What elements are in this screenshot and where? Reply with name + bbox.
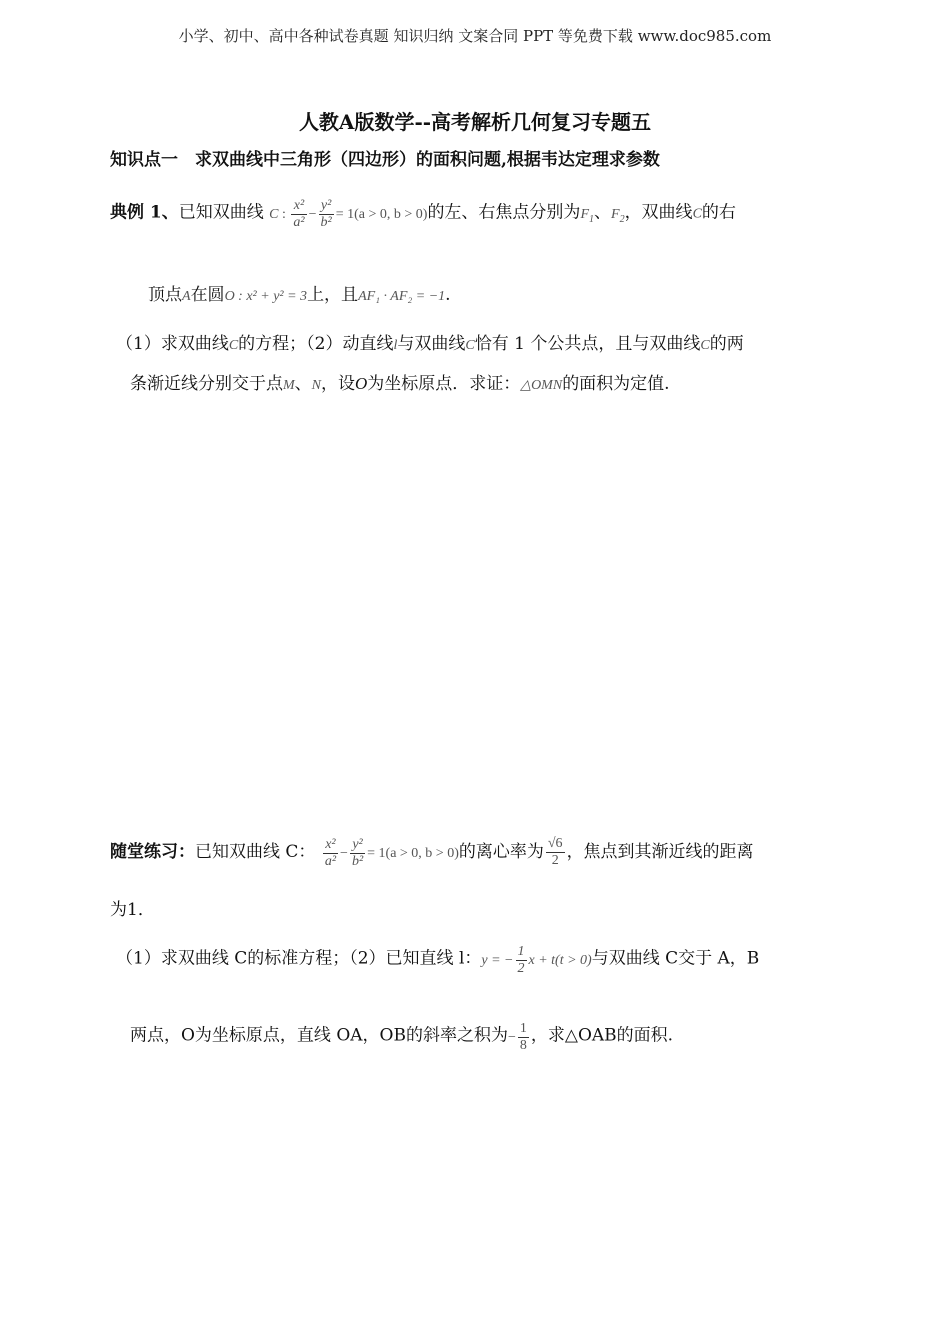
example-l2-b: 在圆: [190, 285, 225, 305]
hyperbola-eq: C : $\frac{\text{x²}}{\text{a²}}$ − $\frac{\text{y²}}{\text{b²}}$ = 1(a > 0, b > 0): [269, 198, 428, 230]
practice-question-2: [130, 1021, 673, 1054]
example-line-1: [110, 198, 736, 232]
q1-c2: C: [465, 338, 475, 353]
origin-o: O: [355, 374, 368, 393]
practice-hyperbola-eq: $\frac{\text{x²}}{\text{a²}}$ − $\frac{\text{y²}}{\text{b²}}$ = 1(a > 0, b > 0): [324, 837, 459, 870]
pq2-a: 两点，O为坐标原点，直线 OA，OB的斜率之积为: [130, 1025, 508, 1046]
page-title: 人教A版数学--高考解析几何复习专题五: [298, 110, 652, 134]
pq1-a: （1）求双曲线 C的标准方程；（2）已知直线 l：: [116, 948, 482, 969]
example-l2-c: 上，且: [307, 285, 359, 305]
triangle-omn: △OMN: [520, 378, 563, 393]
practice-line-1: [110, 836, 754, 870]
practice-text-a: 已知双曲线 C：: [195, 842, 316, 862]
pq2-b: ，求△OAB的面积.: [530, 1025, 674, 1046]
q1-a: （1）求双曲线: [116, 334, 229, 354]
example-l2-d: .: [445, 285, 451, 305]
q1-l: l: [393, 338, 398, 353]
q1-c: 与双曲线: [397, 334, 466, 354]
q2-b: 、: [294, 374, 312, 394]
slope-product: − $\frac{1}{8}$: [507, 1021, 527, 1053]
q2-d: 为坐标原点．求证：: [367, 374, 521, 394]
practice-label: 随堂练习：: [110, 842, 195, 862]
circle-eq: O : x² + y² = 3: [224, 289, 308, 304]
q2-e: 的面积为定值.: [562, 374, 670, 394]
focus-f2: $F_2$: [611, 206, 625, 225]
pq1-b: 与双曲线 C交于 A，B: [591, 948, 760, 969]
q1-c3: C: [700, 338, 710, 353]
point-m: M: [283, 378, 295, 393]
example-text-a: 已知双曲线: [178, 202, 264, 223]
practice-text-b: 的离心率为: [458, 842, 544, 862]
vertex-a: A: [182, 289, 191, 304]
knowledge-point-heading: 知识点一 求双曲线中三角形（四边形）的面积问题,根据韦达定理求参数: [110, 150, 660, 170]
q2-c: ，设: [321, 374, 356, 394]
dot-product-eq: AF₁ · AF₂ = −1: [358, 289, 446, 304]
practice-question-1: [116, 944, 759, 977]
practice-line-2: 为1．: [110, 900, 155, 920]
example-text-d: ，双曲线: [624, 202, 693, 223]
example-text-e: 的右: [701, 202, 736, 223]
focus-f1: $F_1$: [580, 206, 594, 225]
example-label: 典例 1、: [110, 202, 179, 223]
q1-e: 的两: [709, 334, 744, 354]
example-text-b: 的左、右焦点分别为: [427, 202, 581, 223]
practice-text-c: ，焦点到其渐近线的距离: [566, 842, 754, 862]
q1-d: 恰有 1 个公共点，且与双曲线: [474, 334, 701, 354]
example-question-2: [130, 372, 670, 398]
example-line-2: [148, 283, 451, 309]
line-eq: y = − $\frac{1}{2}$ x + t(t > 0): [481, 944, 592, 976]
example-l2-a: 顶点: [148, 285, 182, 305]
example-question-1: [116, 332, 744, 358]
q1-c1: C: [228, 338, 239, 353]
curve-c: C: [692, 206, 702, 222]
point-n: N: [311, 378, 322, 393]
site-header: 小学、初中、高中各种试卷真题 知识归纳 文案合同 PPT 等免费下载 www.doc985.com: [178, 27, 772, 45]
q2-a: 条渐近线分别交于点: [130, 374, 283, 394]
q1-b: 的方程；（2）动直线: [238, 334, 394, 354]
example-sep: 、: [594, 202, 611, 223]
eccentricity-value: $\frac{√6}{2}$: [547, 836, 563, 868]
